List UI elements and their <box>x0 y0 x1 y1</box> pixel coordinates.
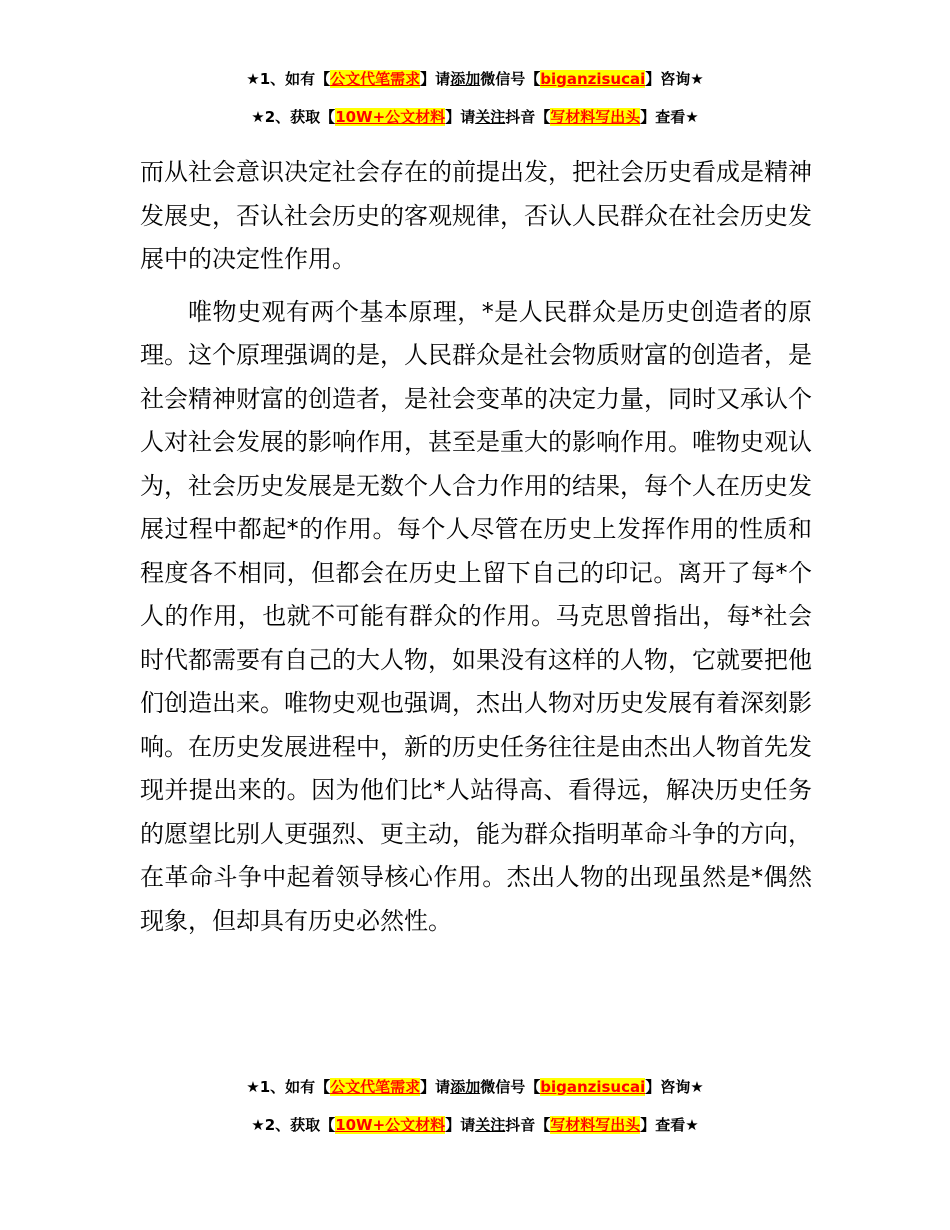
promo-suffix: 】查看★ <box>640 108 699 126</box>
promo-prefix: ★1、如有【 <box>246 70 331 88</box>
promo-highlight-materials: 10W+公文材料 <box>335 1116 446 1134</box>
promo-underlined-word: 关注 <box>475 1116 506 1134</box>
paragraph-2: 唯物史观有两个基本原理，*是人民群众是历史创造者的原理。这个原理强调的是，人民群众是社会物质财富的创造者，是社会精神财富的创造者，是社会变革的决定力量，同时又承认个人对社会发展的影响作用，甚至是重大的影响作用。唯物史观认为，社会历史发展是无数个人合力作用的结果，每个人在历史发展过程中都起*的作用。每个人尽管在历史上发挥作用的性质和程度各不相同，但都会在历史上留下自己的印记。离开了每*个人的作用，也就不可能有群众的作用。马克思曾指出，每*社会时代都需要有自己的大人物，如果没有这样的人物，它就要把他们创造出来。唯物史观也强调，杰出人物对历史发展有着深刻影响。在历史发展进程中，新的历史任务往往是由杰出人物首先发现并提出来的。因为他们比*人站得高、看得远，解决历史任务的愿望比别人更强烈、更主动，能为群众指明革命斗争的方向，在革命斗争中起着领导核心作用。杰出人物的出现虽然是*偶然现象，但却具有历史必然性。 <box>140 297 812 935</box>
promo-text: 微信号【 <box>480 1078 541 1096</box>
promo-text: 抖音【 <box>505 1116 551 1134</box>
promo-prefix: ★2、获取【 <box>251 1116 336 1134</box>
document-body <box>140 151 812 943</box>
promo-highlight-wechat-id: biganzisucai <box>540 70 646 88</box>
promo-underlined-word: 关注 <box>475 108 506 126</box>
header-promo-line-1 <box>0 69 950 89</box>
promo-highlight-douyin-account: 写材料写出头 <box>550 1116 641 1134</box>
footer-promo-line-2 <box>0 1115 950 1135</box>
promo-highlight-service: 公文代笔需求 <box>330 1078 421 1096</box>
promo-suffix: 】咨询★ <box>645 1078 704 1096</box>
promo-text: 微信号【 <box>480 70 541 88</box>
promo-prefix: ★2、获取【 <box>251 108 336 126</box>
promo-text: 抖音【 <box>505 108 551 126</box>
promo-text: 】请 <box>445 108 476 126</box>
promo-underlined-word: 添加 <box>450 1078 481 1096</box>
promo-highlight-service: 公文代笔需求 <box>330 70 421 88</box>
header-promo-line-2 <box>0 107 950 127</box>
promo-underlined-word: 添加 <box>450 70 481 88</box>
promo-suffix: 】咨询★ <box>645 70 704 88</box>
promo-text: 】请 <box>420 1078 451 1096</box>
promo-highlight-douyin-account: 写材料写出头 <box>550 108 641 126</box>
promo-text: 】请 <box>445 1116 476 1134</box>
paragraph-1: 而从社会意识决定社会存在的前提出发，把社会历史看成是精神发展史，否认社会历史的客观规律，否认人民群众在社会历史发展中的决定性作用。 <box>140 158 812 273</box>
footer-promo-line-1 <box>0 1077 950 1097</box>
promo-prefix: ★1、如有【 <box>246 1078 331 1096</box>
promo-text: 】请 <box>420 70 451 88</box>
promo-highlight-wechat-id: biganzisucai <box>540 1078 646 1096</box>
promo-suffix: 】查看★ <box>640 1116 699 1134</box>
promo-highlight-materials: 10W+公文材料 <box>335 108 446 126</box>
